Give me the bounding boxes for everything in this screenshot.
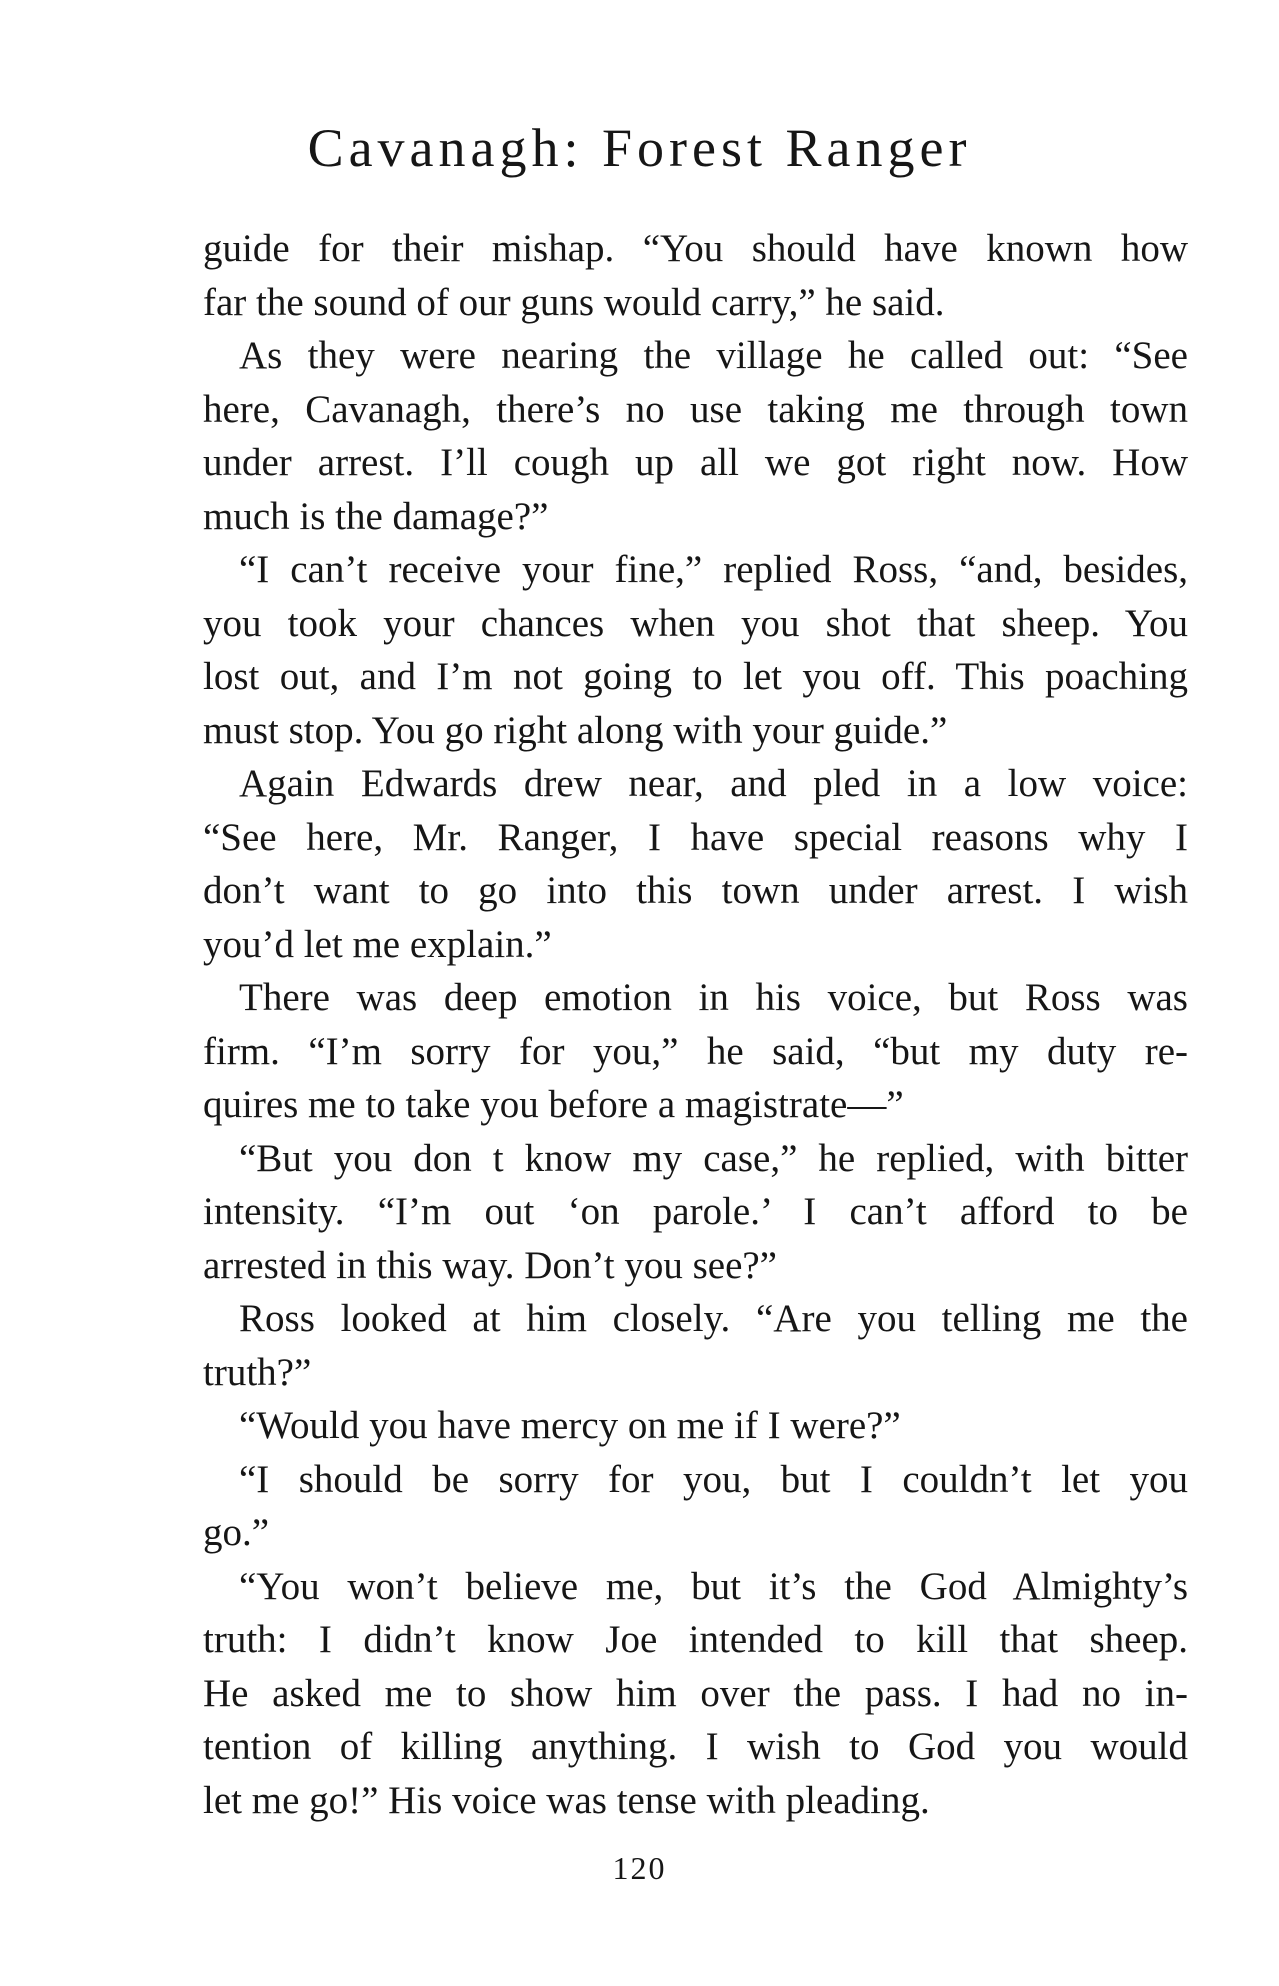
text-line: lost out, and I’m not going to let you off. This poaching: [203, 655, 1188, 698]
text-line: intensity. “I’m out ‘on parole.’ I can’t afford to be: [203, 1190, 1188, 1233]
text-line: must stop. You go right along with your guide.”: [203, 708, 948, 752]
text-line: “You won’t believe me, but it’s the God Almighty’s: [239, 1564, 1188, 1608]
text-line: He asked me to show him over the pass. I had no in-: [203, 1671, 1188, 1715]
text-line: you took your chances when you shot that sheep. You: [203, 601, 1188, 645]
text-line: “But you don t know my case,” he replied, with bitter: [239, 1136, 1188, 1180]
text-line: far the sound of our guns would carry,” he said.: [203, 280, 945, 324]
text-line: “I should be sorry for you, but I couldn’t let you: [239, 1457, 1188, 1501]
text-line: let me go!” His voice was tense with pleading.: [203, 1778, 930, 1822]
text-line: truth: I didn’t know Joe intended to kill that sheep.: [203, 1618, 1188, 1661]
text-line: guide for their mishap. “You should have known how: [203, 227, 1188, 270]
text-line: here, Cavanagh, there’s no use taking me through town: [203, 387, 1188, 431]
text-line: arrested in this way. Don’t you see?”: [203, 1243, 777, 1287]
text-line: “Would you have mercy on me if I were?”: [239, 1404, 901, 1447]
text-line: under arrest. I’ll cough up all we got right now. How: [203, 441, 1188, 484]
text-line: There was deep emotion in his voice, but Ross was: [239, 976, 1188, 1019]
text-line: don’t want to go into this town under arrest. I wish: [203, 869, 1188, 912]
text-line: Again Edwards drew near, and pled in a low voice:: [239, 762, 1188, 805]
text-line: go.”: [203, 1511, 270, 1554]
body-text: [203, 222, 1188, 1827]
text-line: quires me to take you before a magistrate—”: [203, 1083, 904, 1126]
text-line: much is the damage?”: [203, 494, 549, 538]
text-line: “See here, Mr. Ranger, I have special reasons why I: [203, 815, 1188, 859]
text-line: firm. “I’m sorry for you,” he said, “but my duty re-: [203, 1029, 1188, 1073]
text-line: truth?”: [203, 1350, 312, 1394]
text-line: As they were nearing the village he called out: “See: [239, 334, 1188, 377]
text-line: “I can’t receive your fine,” replied Ross, “and, besides,: [239, 548, 1188, 591]
text-line: Ross looked at him closely. “Are you telling me the: [239, 1297, 1188, 1340]
text-line: tention of killing anything. I wish to God you would: [203, 1725, 1188, 1768]
running-head: Cavanagh: Forest Ranger: [307, 118, 972, 178]
page-number: 120: [612, 1850, 667, 1886]
text-line: you’d let me explain.”: [203, 922, 552, 966]
